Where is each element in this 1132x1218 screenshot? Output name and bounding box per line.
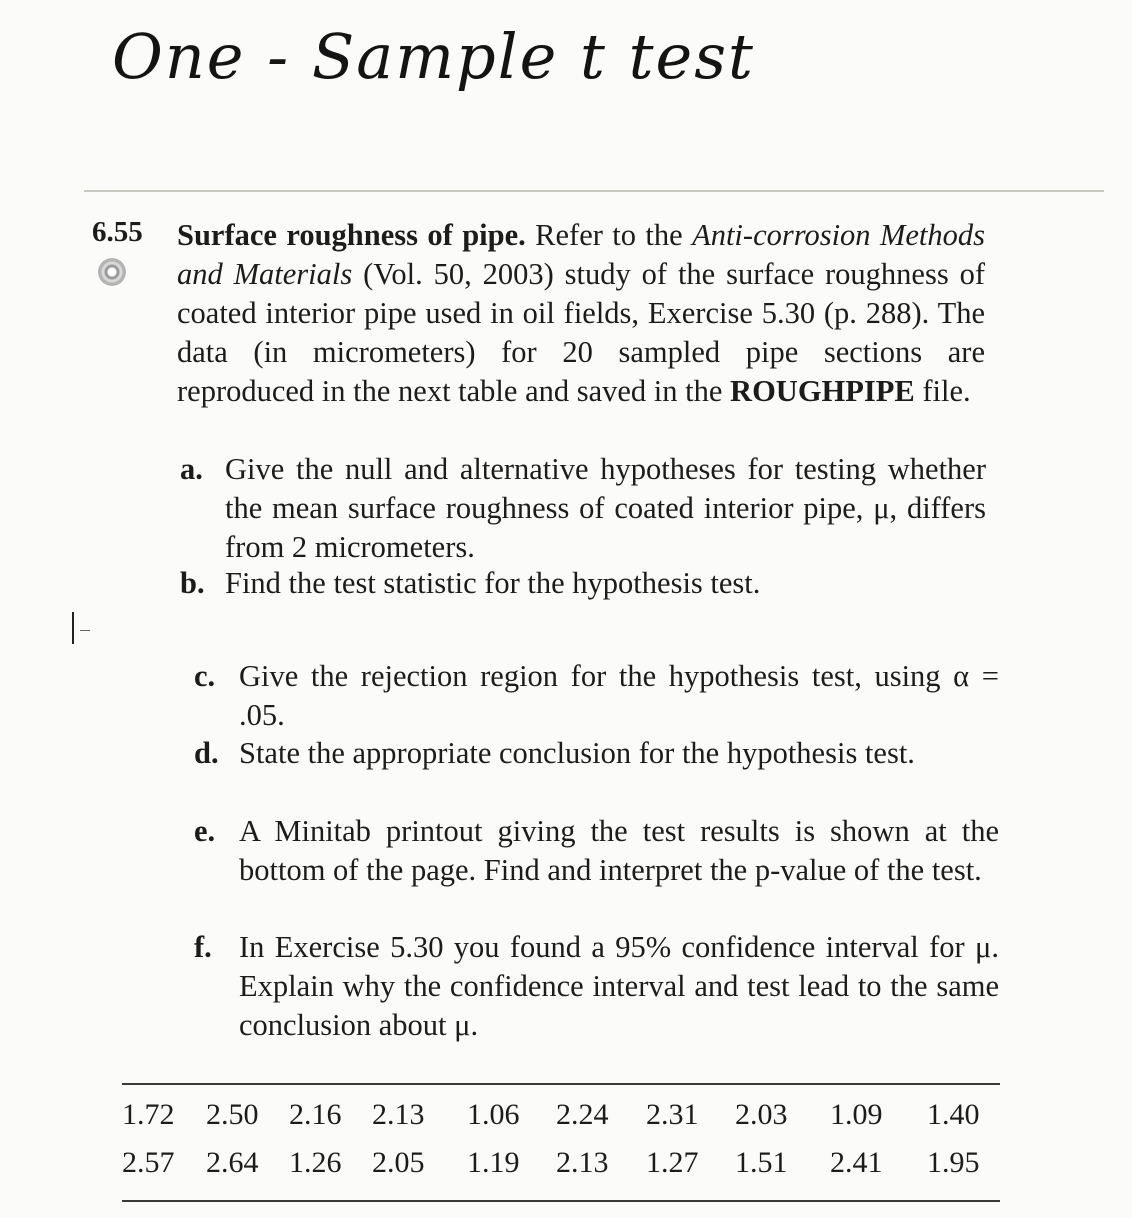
table-cell: 2.16 (289, 1098, 342, 1131)
part-text: Find the test statistic for the hypothesis test. (225, 566, 761, 600)
part-text: Give the null and alternative hypotheses for testing whether the mean surface roughness of coated interior pipe, μ, differs from 2 micrometers. (225, 452, 986, 564)
cd-data-icon (98, 258, 126, 286)
table-cell: 2.64 (206, 1146, 259, 1179)
table-cell: 2.24 (556, 1098, 609, 1131)
margin-dash (80, 630, 90, 631)
journal-title: Anti-corrosion Methods and Materials (177, 218, 985, 291)
intro-text-1: Refer to the (525, 218, 693, 252)
part-text: Give the rejection region for the hypothesis test, using α = .05. (239, 659, 999, 732)
part-d (194, 734, 999, 773)
table-cell: 2.13 (372, 1098, 425, 1131)
table-cell: 1.95 (927, 1146, 980, 1179)
exercise-heading: Surface roughness of pipe. (177, 218, 526, 252)
part-b (180, 564, 986, 603)
part-label: a. (180, 452, 203, 486)
part-text: In Exercise 5.30 you found a 95% confidence interval for μ. Explain why the confidence interval and test lead to the same conclusion about μ. (239, 930, 999, 1042)
table-top-rule (122, 1083, 1000, 1085)
part-a (180, 450, 986, 567)
part-f (194, 928, 999, 1045)
table-bottom-rule (122, 1200, 1000, 1202)
part-e (194, 812, 999, 890)
part-label: d. (194, 736, 219, 770)
table-cell: 1.51 (735, 1146, 788, 1179)
part-c (194, 657, 999, 735)
table-cell: 1.19 (467, 1146, 520, 1179)
part-text: State the appropriate conclusion for the hypothesis test. (239, 736, 915, 770)
part-label: e. (194, 814, 216, 848)
table-cell: 1.26 (289, 1146, 342, 1179)
part-text: A Minitab printout giving the test results is shown at the bottom of the page. Find and interpret the p-value of the test. (239, 814, 999, 887)
data-file-name: ROUGHPIPE (730, 374, 915, 408)
table-cell: 1.40 (927, 1098, 980, 1131)
top-divider (84, 190, 1104, 192)
exercise-number: 6.55 (92, 216, 143, 248)
table-cell: 2.50 (206, 1098, 259, 1131)
table-cell: 2.03 (735, 1098, 788, 1131)
handwritten-title: One - Sample t test (112, 20, 755, 93)
table-cell: 2.57 (122, 1146, 175, 1179)
table-cell: 2.13 (556, 1146, 609, 1179)
intro-text-3: file. (914, 374, 971, 408)
table-cell: 1.72 (122, 1098, 175, 1131)
table-cell: 1.06 (467, 1098, 520, 1131)
intro-text-2: (Vol. 50, 2003) study of the surface roughness of coated interior pipe used in oil fields, Exercise 5.30 (p. 288). The data (in micrometers) for 20 sampled pipe sections are reproduced in the next table and saved in the (177, 257, 986, 408)
table-cell: 2.05 (372, 1146, 425, 1179)
part-label: c. (194, 659, 216, 693)
part-label: f. (194, 930, 212, 964)
table-cell: 2.31 (646, 1098, 699, 1131)
table-cell: 2.41 (830, 1146, 883, 1179)
exercise-intro (177, 216, 985, 411)
table-cell: 1.09 (830, 1098, 883, 1131)
table-cell: 1.27 (646, 1146, 699, 1179)
margin-mark (72, 612, 74, 644)
part-label: b. (180, 566, 205, 600)
